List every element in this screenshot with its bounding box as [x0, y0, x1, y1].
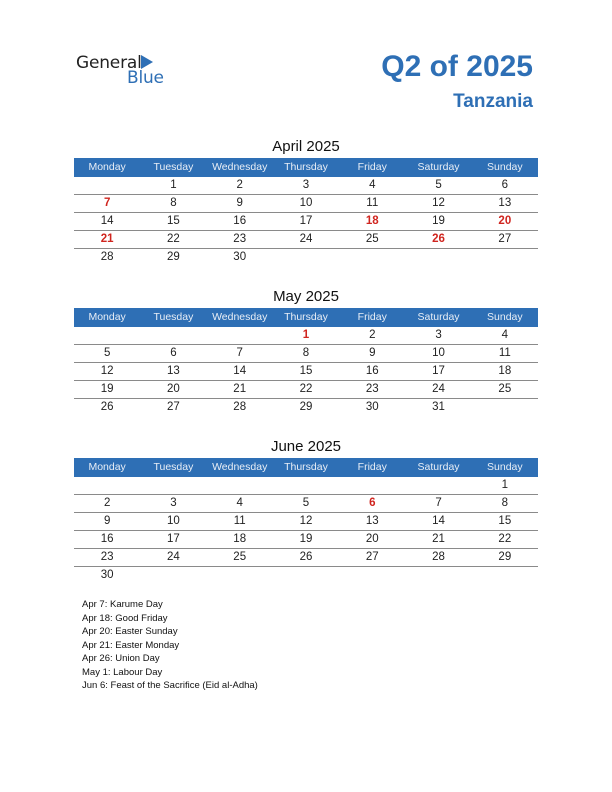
- week-row: [74, 513, 538, 531]
- weekday-label: Tuesday: [153, 311, 194, 323]
- day-cell: 27: [498, 233, 512, 245]
- day-cell: 30: [233, 251, 247, 263]
- holiday-note: Jun 6: Feast of the Sacrifice (Eid al-Adha): [82, 680, 258, 691]
- weekday-label: Saturday: [417, 311, 460, 323]
- day-cell: 11: [498, 347, 511, 359]
- day-cell: 2: [236, 179, 243, 191]
- weekday-header: [74, 308, 538, 327]
- day-cell: 1: [302, 329, 310, 341]
- day-cell: 21: [233, 383, 247, 395]
- country-name: Tanzania: [453, 91, 533, 112]
- weekday-label: Wednesday: [212, 311, 268, 323]
- day-cell: 3: [435, 329, 442, 341]
- day-cell: 5: [302, 497, 310, 509]
- day-cell: 31: [432, 401, 445, 413]
- weekday-header: [74, 158, 538, 177]
- day-cell: 25: [233, 551, 247, 563]
- day-cell: 14: [100, 215, 114, 227]
- day-cell: 11: [366, 197, 379, 209]
- day-cell: 4: [236, 497, 243, 509]
- day-cell: [273, 477, 339, 494]
- day-cell: 24: [167, 551, 180, 563]
- weekday-label: Friday: [357, 311, 387, 323]
- day-cell: 7: [236, 347, 243, 359]
- day-cell: 6: [501, 179, 509, 191]
- day-cell: 16: [100, 533, 114, 545]
- week-row: [74, 531, 538, 549]
- weekday-label: Saturday: [417, 461, 460, 473]
- day-cell: 19: [432, 215, 445, 227]
- day-cell: 26: [299, 551, 313, 563]
- holiday-note: May 1: Labour Day: [82, 666, 163, 678]
- generalblue-logo: [76, 53, 176, 89]
- day-cell: 2: [103, 497, 111, 509]
- weekday-label: Tuesday: [153, 161, 194, 173]
- day-cell: 19: [299, 533, 313, 545]
- month-calendar-april: [74, 136, 538, 266]
- weekday-label: Thursday: [284, 311, 328, 323]
- day-cell: 14: [233, 365, 247, 377]
- page-title: Q2 of 2025: [381, 50, 533, 83]
- day-cell: [472, 399, 538, 416]
- day-cell: 17: [167, 533, 180, 545]
- weekday-label: Monday: [88, 461, 126, 473]
- day-cell: 29: [498, 551, 512, 563]
- week-row: [74, 363, 538, 381]
- weekday-label: Wednesday: [212, 461, 268, 473]
- day-cell: 6: [369, 497, 376, 509]
- day-cell: 12: [100, 365, 114, 377]
- day-cell: 27: [365, 551, 379, 563]
- day-cell: 18: [365, 215, 379, 227]
- week-row: [74, 195, 538, 213]
- day-cell: 4: [369, 179, 376, 191]
- day-cell: [207, 567, 273, 584]
- day-cell: 3: [302, 179, 310, 191]
- week-row: [74, 327, 538, 345]
- day-cell: [207, 477, 273, 494]
- week-row: [74, 549, 538, 567]
- day-cell: 13: [167, 365, 180, 377]
- day-cell: 21: [432, 533, 445, 545]
- day-cell: [273, 249, 339, 266]
- logo-blue-text: Blue: [127, 68, 164, 88]
- week-row: [74, 495, 538, 513]
- weekday-label: Thursday: [284, 461, 328, 473]
- day-cell: 7: [435, 497, 442, 509]
- weekday-label: Friday: [357, 461, 387, 473]
- day-cell: 8: [302, 347, 310, 359]
- day-cell: 30: [365, 401, 379, 413]
- day-cell: 24: [432, 383, 445, 395]
- week-row: [74, 381, 538, 399]
- week-row: [74, 249, 538, 266]
- day-cell: [405, 249, 471, 266]
- weekday-label: Monday: [88, 161, 126, 173]
- day-cell: 17: [432, 365, 445, 377]
- weekday-label: Sunday: [487, 311, 523, 323]
- logo-general-text: General: [76, 53, 142, 73]
- month-title: June 2025: [270, 438, 342, 455]
- day-cell: 15: [167, 215, 180, 227]
- weekday-label: Sunday: [487, 161, 523, 173]
- day-cell: 19: [100, 383, 114, 395]
- day-cell: [339, 249, 405, 266]
- day-cell: [405, 567, 471, 584]
- month-title: May 2025: [273, 288, 339, 305]
- day-cell: 8: [501, 497, 509, 509]
- day-cell: 11: [233, 515, 246, 527]
- day-cell: [273, 567, 339, 584]
- day-cell: 23: [233, 233, 247, 245]
- weekday-label: Thursday: [284, 161, 328, 173]
- day-cell: 10: [432, 347, 445, 359]
- day-cell: 15: [299, 365, 313, 377]
- week-row: [74, 567, 538, 584]
- month-title: April 2025: [272, 138, 340, 155]
- day-cell: [339, 567, 405, 584]
- day-cell: 29: [167, 251, 180, 263]
- day-cell: 16: [365, 365, 379, 377]
- day-cell: 24: [299, 233, 313, 245]
- day-cell: 14: [432, 515, 445, 527]
- day-cell: [207, 327, 273, 344]
- day-cell: 8: [170, 197, 177, 209]
- day-cell: 15: [498, 515, 512, 527]
- week-row: [74, 345, 538, 363]
- day-cell: [339, 477, 405, 494]
- weekday-label: Wednesday: [212, 161, 268, 173]
- day-cell: 28: [100, 251, 114, 263]
- day-cell: 20: [167, 383, 180, 395]
- day-cell: 28: [432, 551, 445, 563]
- day-cell: 23: [100, 551, 114, 563]
- week-row: [74, 399, 538, 416]
- day-cell: 22: [299, 383, 313, 395]
- day-cell: 25: [365, 233, 379, 245]
- day-cell: 1: [170, 179, 177, 191]
- month-calendar-june: [74, 436, 538, 584]
- day-cell: 17: [299, 215, 313, 227]
- day-cell: 3: [170, 497, 177, 509]
- weekday-label: Friday: [357, 161, 387, 173]
- day-cell: 28: [233, 401, 247, 413]
- weekday-header: [74, 458, 538, 477]
- day-cell: 23: [365, 383, 379, 395]
- day-cell: 9: [236, 197, 243, 209]
- day-cell: 6: [170, 347, 177, 359]
- day-cell: [74, 177, 140, 194]
- day-cell: 10: [167, 515, 180, 527]
- holiday-note: Apr 26: Union Day: [82, 653, 160, 664]
- holiday-note: Apr 20: Easter Sunday: [82, 626, 178, 637]
- day-cell: [74, 477, 140, 494]
- week-row: [74, 477, 538, 495]
- day-cell: 16: [233, 215, 247, 227]
- day-cell: 9: [369, 347, 376, 359]
- day-cell: 4: [501, 329, 509, 341]
- day-cell: 26: [100, 401, 114, 413]
- day-cell: 22: [498, 533, 512, 545]
- day-cell: 29: [299, 401, 313, 413]
- day-cell: 13: [365, 515, 379, 527]
- day-cell: 26: [432, 233, 445, 245]
- day-cell: 20: [365, 533, 379, 545]
- weekday-label: Sunday: [487, 461, 523, 473]
- day-cell: [74, 327, 140, 344]
- holiday-note: Apr 7: Karume Day: [82, 599, 163, 610]
- holiday-note: Apr 18: Good Friday: [82, 612, 168, 624]
- day-cell: [140, 567, 206, 584]
- day-cell: 12: [432, 197, 445, 209]
- day-cell: 7: [103, 197, 111, 209]
- holiday-note: Apr 21: Easter Monday: [82, 639, 180, 651]
- day-cell: 10: [299, 197, 313, 209]
- day-cell: 12: [299, 515, 313, 527]
- week-row: [74, 177, 538, 195]
- day-cell: [405, 477, 471, 494]
- day-cell: 2: [369, 329, 376, 341]
- logo-triangle-icon: [141, 55, 153, 69]
- day-cell: 22: [167, 233, 180, 245]
- day-cell: [140, 327, 206, 344]
- weekday-label: Saturday: [417, 161, 460, 173]
- day-cell: [472, 567, 538, 584]
- holiday-list: [82, 598, 258, 693]
- day-cell: 20: [498, 215, 512, 227]
- day-cell: 9: [103, 515, 111, 527]
- day-cell: 30: [100, 569, 114, 581]
- weekday-label: Tuesday: [153, 461, 194, 473]
- week-row: [74, 231, 538, 249]
- day-cell: 18: [233, 533, 247, 545]
- day-cell: [140, 477, 206, 494]
- day-cell: 21: [100, 233, 114, 245]
- day-cell: 25: [498, 383, 512, 395]
- day-cell: 5: [103, 347, 111, 359]
- month-calendar-may: [74, 286, 538, 416]
- day-cell: 18: [498, 365, 512, 377]
- weekday-label: Monday: [88, 311, 126, 323]
- day-cell: [472, 249, 538, 266]
- day-cell: 13: [498, 197, 512, 209]
- week-row: [74, 213, 538, 231]
- day-cell: 1: [501, 479, 509, 491]
- day-cell: 5: [435, 179, 442, 191]
- day-cell: 27: [167, 401, 180, 413]
